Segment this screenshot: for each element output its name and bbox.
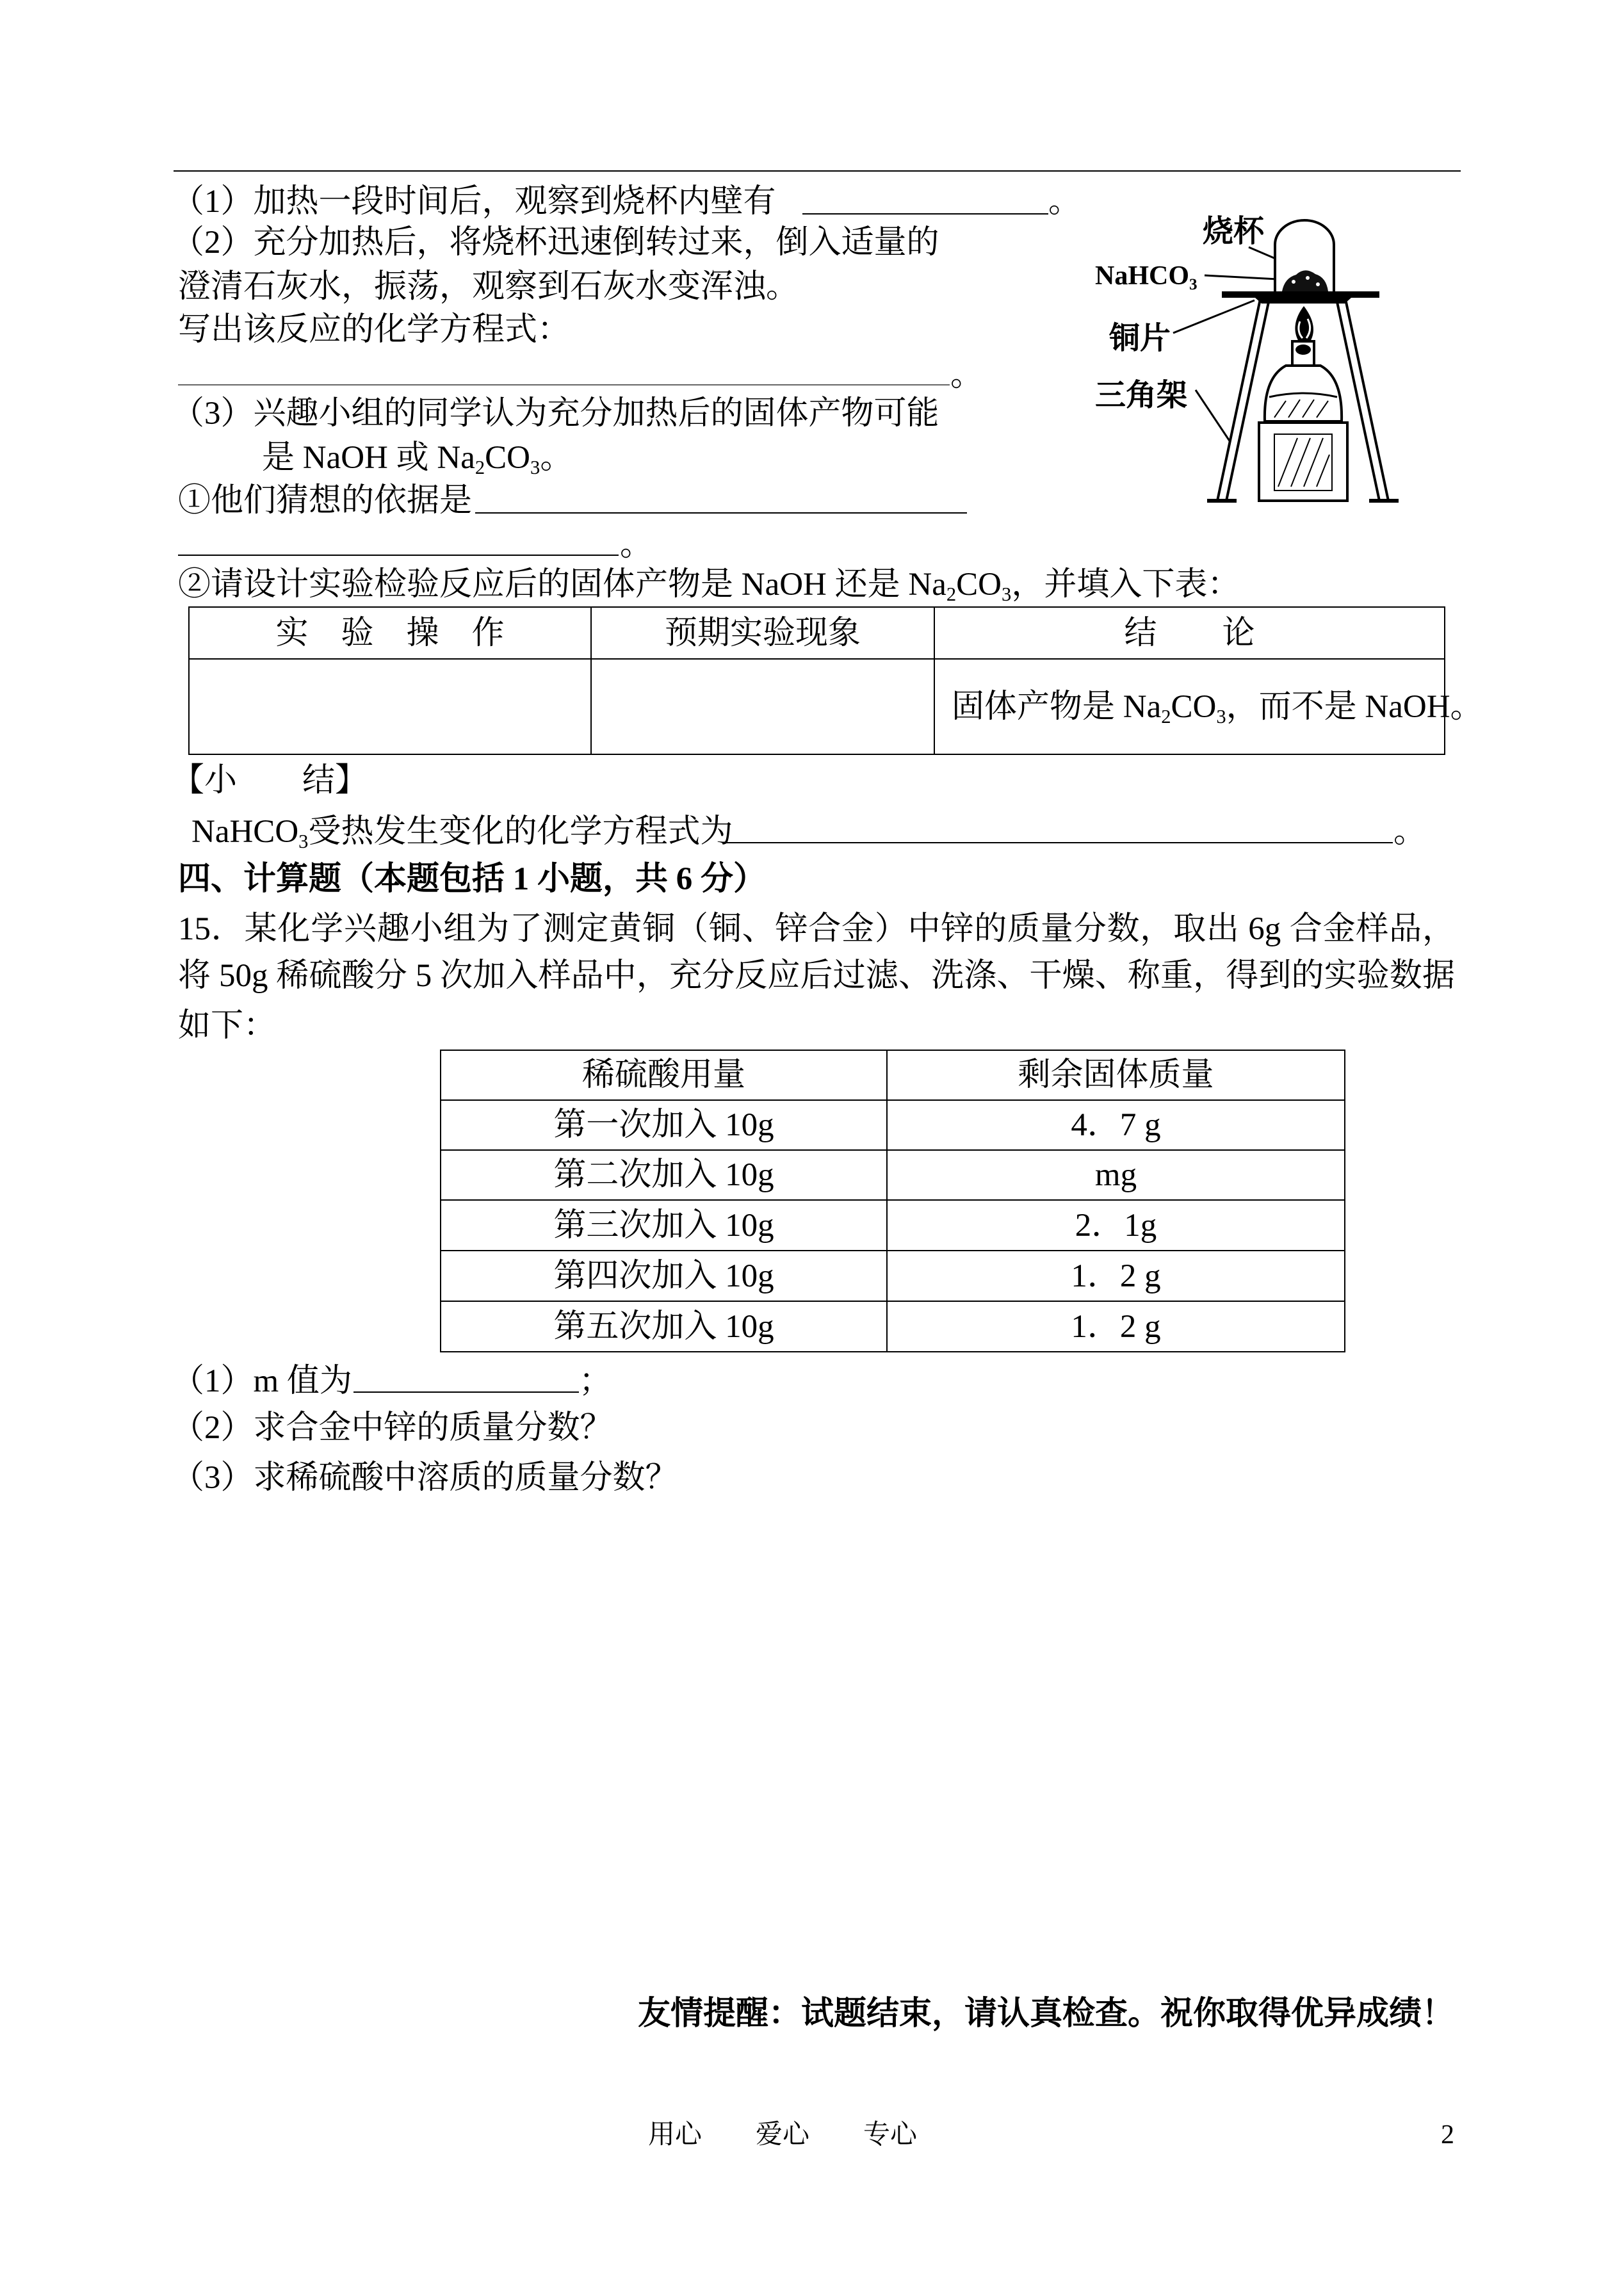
question-3-3-part1-text: ①他们猜想的依据是 — [178, 483, 473, 519]
cell-phenomenon-blank — [591, 659, 934, 754]
header-expected-phenomenon: 预期实验现象 — [591, 607, 934, 659]
answer-blank — [353, 1391, 579, 1393]
summary-end: 。 — [1393, 814, 1427, 850]
cell-conclusion — [934, 659, 1483, 754]
text-segment: 固体产物是 Na — [952, 688, 1162, 725]
cell-acid-amount: 第四次加入 10g — [441, 1251, 887, 1301]
closing-note: 友情提醒：试题结束，请认真检查。祝你取得优异成绩！ — [638, 1996, 1455, 2032]
answer-blank — [178, 384, 950, 385]
answer-blank — [178, 555, 619, 556]
question-15-1-text: （1）m 值为 — [172, 1363, 352, 1399]
answer-blank — [475, 512, 967, 514]
table-header-row — [189, 607, 1445, 659]
answer-blank — [723, 842, 1393, 843]
question-15-line2: 将 50g 稀硫酸分 5 次加入样品中，充分反应后过滤、洗涤、干燥、称重，得到的实验数据 — [178, 958, 1455, 994]
header-acid-amount: 稀硫酸用量 — [441, 1050, 887, 1100]
table-row — [441, 1200, 1345, 1251]
text-segment: CO — [485, 440, 531, 476]
experiment-data-table — [440, 1050, 1345, 1352]
question-3-2-line2: 澄清石灰水，振荡，观察到石灰水变浑浊。 — [178, 269, 799, 305]
text-segment: CO — [956, 567, 1002, 603]
subscript: 2 — [475, 457, 485, 479]
table-row — [441, 1100, 1345, 1150]
text-segment: NaHCO — [191, 814, 299, 850]
cell-acid-amount: 第三次加入 10g — [441, 1200, 887, 1251]
cell-remaining-mass: 1．2 g — [887, 1251, 1345, 1301]
question-3-1-end: 。 — [1048, 184, 1082, 220]
cell-operation-blank — [189, 659, 591, 754]
cell-remaining-mass: mg — [887, 1150, 1345, 1200]
subscript: 2 — [1161, 705, 1171, 727]
question-15-3: （3）求稀硫酸中溶质的质量分数？ — [172, 1460, 678, 1496]
experiment-design-table — [188, 606, 1483, 755]
cell-remaining-mass: 2．1g — [887, 1200, 1345, 1251]
flame — [1295, 306, 1313, 341]
apparatus-figure — [1082, 205, 1409, 512]
table-row — [189, 659, 1445, 754]
header-conclusion: 结 论 — [934, 607, 1445, 659]
tripod-pointer-line — [1196, 390, 1230, 442]
text-segment: ②请设计实验检验反应后的固体产物是 NaOH 还是 Na — [178, 567, 946, 603]
table-header-row — [441, 1050, 1345, 1100]
question-3-1-text: （1）加热一段时间后，观察到烧杯内壁有 — [172, 184, 776, 220]
copper-plate — [1222, 291, 1379, 298]
cell-acid-amount: 第五次加入 10g — [441, 1301, 887, 1352]
footer-motto: 用心 爱心 专心 — [648, 2120, 918, 2150]
question-15-2: （2）求合金中锌的质量分数？ — [172, 1410, 613, 1446]
header-rule — [174, 170, 1461, 172]
page-number: 2 — [1441, 2120, 1454, 2150]
question-3-3-line2 — [262, 439, 572, 477]
subscript: 3 — [1189, 275, 1198, 293]
cell-acid-amount: 第二次加入 10g — [441, 1150, 887, 1200]
subscript: 3 — [1216, 705, 1226, 727]
text-segment: 。 — [540, 440, 573, 476]
question-3-3-part2 — [178, 565, 1240, 604]
figure-label-copper-plate: 铜片 — [1109, 321, 1171, 355]
text-segment: ，而不是 NaOH。 — [1226, 688, 1483, 725]
header-remaining-mass: 剩余固体质量 — [887, 1050, 1345, 1100]
cell-remaining-mass: 1．2 g — [887, 1301, 1345, 1352]
cell-acid-amount: 第一次加入 10g — [441, 1100, 887, 1150]
summary-prompt — [191, 813, 733, 851]
answer-blank — [802, 213, 1048, 215]
cell-remaining-mass: 4．7 g — [887, 1100, 1345, 1150]
question-3-2-end: 。 — [950, 357, 984, 393]
question-3-2-prompt: 写出该反应的化学方程式： — [178, 312, 571, 348]
question-3-2-line1: （2）充分加热后，将烧杯迅速倒转过来，倒入适量的 — [172, 225, 939, 261]
table-row — [441, 1251, 1345, 1301]
figure-label-tripod: 三角架 — [1095, 378, 1188, 412]
figure-label-beaker: 烧杯 — [1203, 215, 1265, 248]
subscript: 2 — [946, 583, 957, 606]
question-3-3-part1-end: 。 — [620, 527, 653, 563]
question-15-line1: 15．某化学兴趣小组为了测定黄铜（铜、锌合金）中锌的质量分数，取出 6g 合金样品， — [178, 911, 1455, 947]
question-3-3-line1: （3）兴趣小组的同学认为充分加热后的固体产物可能 — [172, 396, 939, 432]
table-row — [441, 1301, 1345, 1352]
copper-pointer-line — [1173, 300, 1255, 333]
subscript: 3 — [298, 831, 309, 853]
subscript: 3 — [1002, 583, 1012, 606]
text-segment: ，并填入下表： — [1011, 567, 1240, 603]
question-15-line3: 如下： — [178, 1008, 277, 1044]
text-segment: 受热发生变化的化学方程式为 — [308, 814, 733, 850]
text-segment: CO — [1171, 688, 1217, 725]
subscript: 3 — [530, 457, 540, 479]
table-row — [441, 1150, 1345, 1200]
summary-title: 【小 结】 — [172, 763, 368, 799]
question-15-1-end: ； — [579, 1363, 612, 1399]
tripod-top-ring — [1255, 298, 1351, 304]
text-segment: NaHCO — [1095, 261, 1189, 291]
header-operation: 实 验 操 作 — [189, 607, 591, 659]
section-heading: 四、计算题（本题包括 1 小题，共 6 分） — [178, 861, 767, 897]
figure-label-nahco3 — [1095, 259, 1198, 293]
text-segment: 是 NaOH 或 Na — [262, 440, 475, 476]
